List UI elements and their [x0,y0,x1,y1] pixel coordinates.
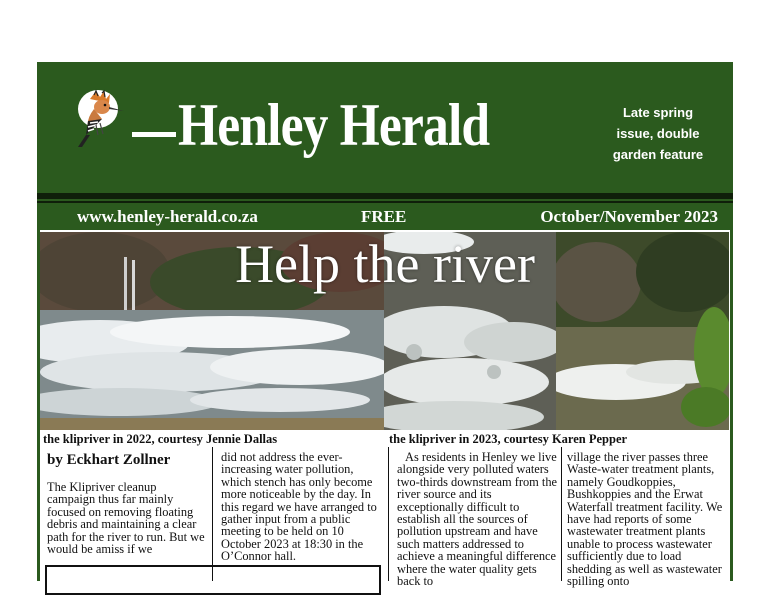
newspaper-title: Henley Herald [178,92,490,158]
column-divider [388,447,389,581]
masthead [37,62,733,230]
page-frame-right [730,230,733,581]
column-divider [212,447,213,581]
article-column-3 [397,451,557,587]
column-divider [561,447,562,581]
hoopoe-bird-logo-icon [76,89,128,149]
photo-caption-right: the klipriver in 2023, courtesy Karen Pepper [389,432,628,446]
article-text: The Klipriver cleanup campaign thus far mainly focused on removing floating debris and maintaining a clear path for the river to run. But we would be amiss if we [47,480,205,557]
issue-date: October/November 2023 [540,207,718,226]
article-text: village the river passes three Waste-water treatment plants, namely Goudkoppies, Bushkoppies and the Erwat Waterfall treatment facility. We have had reports of some wastewater treatment plants unable to process wastewater sufficiently due to load shedding as well as wastewater spilling onto [567,450,723,589]
boxed-notice [45,565,381,595]
byline: by Eckhart Zollner [47,452,171,468]
page-frame-left [37,230,40,581]
photo-caption-left: the klipriver in 2022, courtesy Jennie Dallas [43,432,278,446]
issue-tagline: Late spring issue, double garden feature [612,105,704,162]
price-label: FREE [361,207,407,226]
article-column-1 [47,481,207,555]
article-column-4 [567,451,727,587]
website-url: www.henley-herald.co.za [77,207,258,226]
article-text: As residents in Henley we live alongside very polluted waters two-thirds downstream from the river source and its exceptionally difficult to establish all the sources of pollution upstream and have such matters addressed to achieve a meaningful difference where the water quality gets back to [397,450,558,589]
article-column-2 [221,451,381,563]
headline: Help the river [235,234,535,294]
masthead-rule [37,193,733,199]
title-dash [132,132,176,137]
article-text: did not address the ever-increasing water pollution, which stench has only become more noticeable by the day. In this regard we have arranged to gather input from a public meeting to be held on 10 October 2023 at 18:30 in the O’Connor hall. [221,450,377,564]
